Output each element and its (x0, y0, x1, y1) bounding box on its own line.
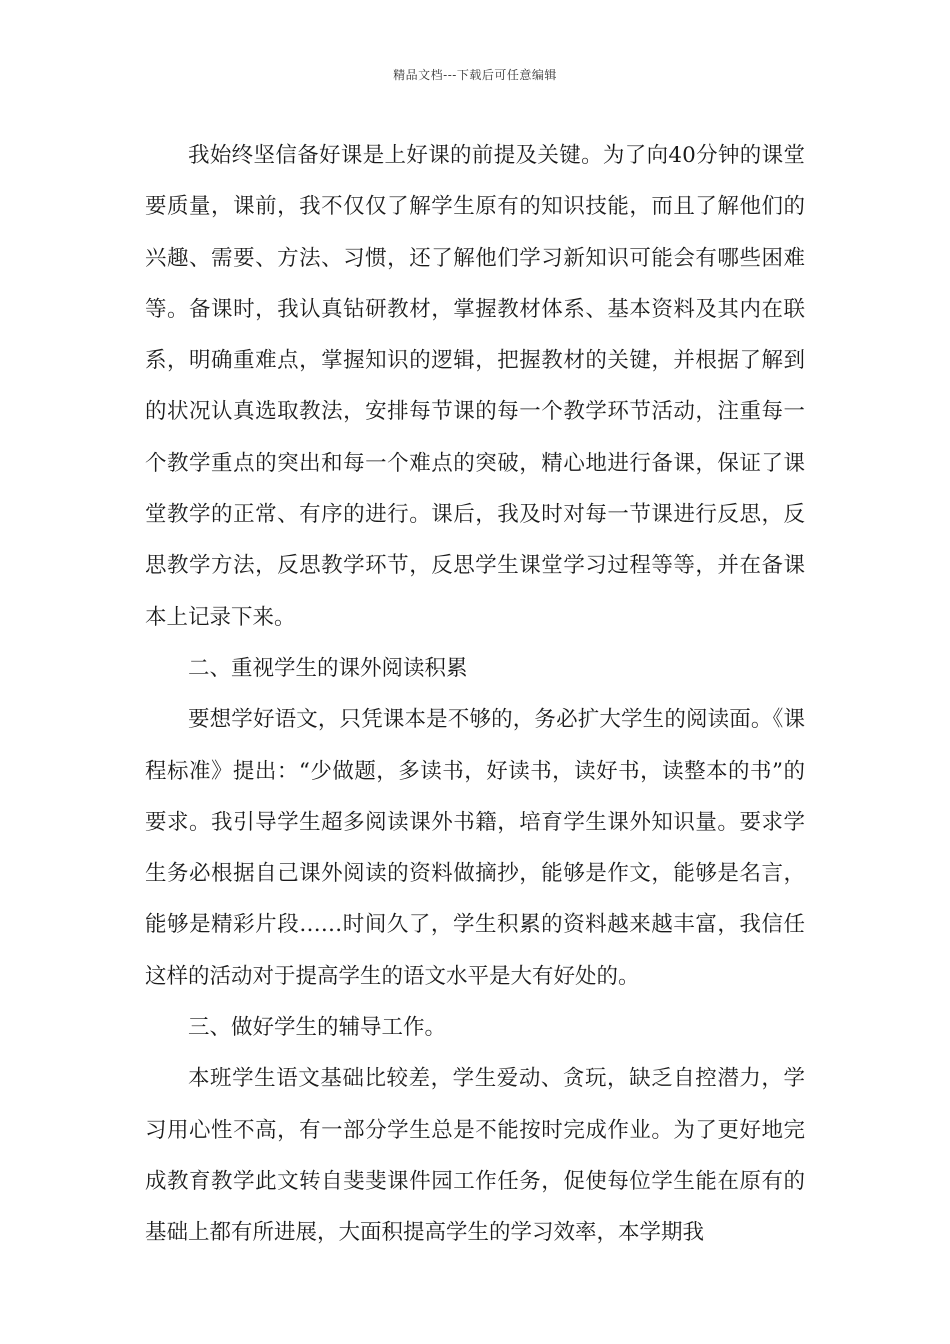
section-heading-reading: 二、重视学生的课外阅读积累 (188, 655, 468, 681)
paragraph-extracurricular-reading: 要想学好语文，只凭课本是不够的，务必扩大学生的阅读面。《课程标准》提出：“少做题，多读书，好读书，读好书，读整本的书”的要求。我引导学生超多阅读课外书籍，培育学生课外知识量。要求学生务必根据自己课外阅读的资料做摘抄，能够是作文，能够是名言，能够是精彩片段……时间久了，学生积累的资料越来越丰富，我信任这样的活动对于提高学生的语文水平是大有好处的。 (145, 707, 805, 989)
section-heading-tutoring: 三、做好学生的辅导工作。 (188, 1015, 447, 1041)
paragraph-student-tutoring: 本班学生语文基础比较差，学生爱动、贪玩，缺乏自控潜力，学习用心性不高，有一部分学生总是不能按时完成作业。为了更好地完成教育教学此文转自斐斐课件园工作任务，促使每位学生能在原有的基础上都有所进展，大面积提高学生的学习效率，本学期我 (145, 1066, 805, 1246)
document-body (145, 130, 805, 1259)
paragraph-lesson-preparation: 我始终坚信备好课是上好课的前提及关键。为了向40分钟的课堂要质量，课前，我不仅仅了解学生原有的知识技能，而且了解他们的兴趣、需要、方法、习惯，还了解他们学习新知识可能会有哪些困难等。备课时，我认真钻研教材，掌握教材体系、基本资料及其内在联系，明确重难点，掌握知识的逻辑，把握教材的关键，并根据了解到的状况认真选取教法，安排每节课的每一个教学环节活动，注重每一个教学重点的突出和每一个难点的突破，精心地进行备课，保证了课堂教学的正常、有序的进行。课后，我及时对每一节课进行反思，反思教学方法，反思教学环节，反思学生课堂学习过程等等，并在备课本上记录下来。 (145, 143, 805, 630)
page-header: 精品文档---下载后可任意编辑 (393, 68, 557, 82)
